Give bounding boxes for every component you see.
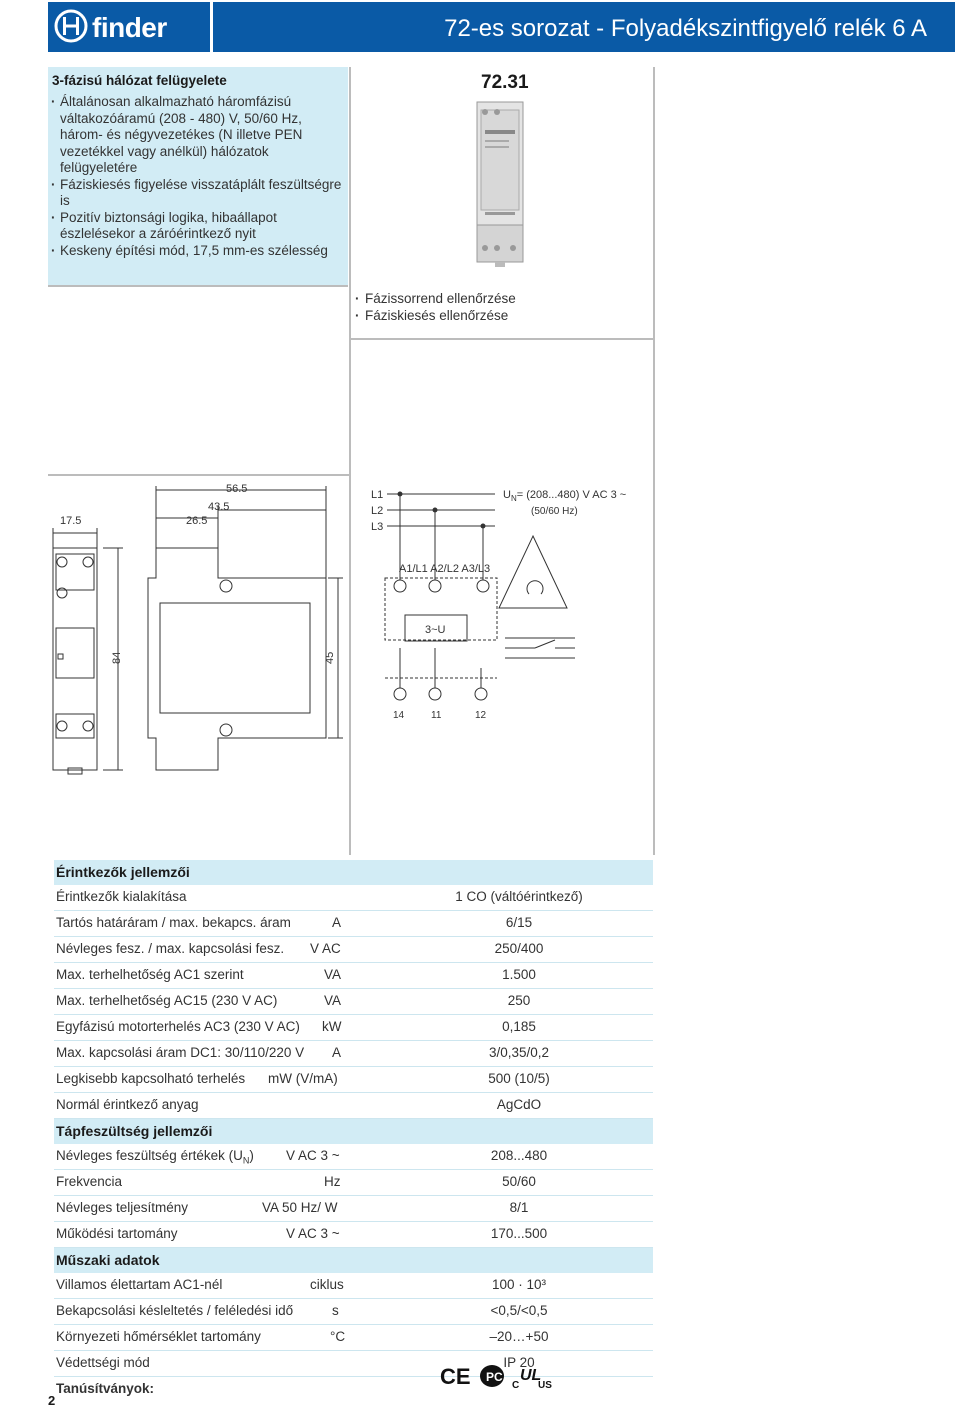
spec-row: Frekvencia Hz 50/60 [54,1170,653,1196]
un-frequency: (50/60 Hz) [531,506,578,517]
finder-logo-icon [54,9,88,43]
dim-depth: 56.5 [226,483,248,495]
un-label: $U_N= (208...480)$ V AC 3 ~ [503,489,627,503]
model-number: 72.31 [481,72,529,93]
certification-marks [440,1360,570,1392]
dimension-drawing [48,478,350,798]
intro-bullet: · Általánosan alkalmazható háromfázisú váltakozóáramú (208 - 480) V, 50/60 Hz, három- és négyvezetékes (N illetve PEN vezetékkel vagy anélkül) hálózatok felügyeletére [48,94,344,177]
spec-row: Villamos élettartam AC1-nél ciklus 100 · 10³ [54,1273,653,1299]
ul-mark-icon: UL [520,1367,542,1384]
dim-depth-2: 43.5 [208,501,230,513]
line-label: L1 [371,489,384,501]
dim-depth-3: 26.5 [186,515,208,527]
intro-bullet: · Fáziskiesés figyelése visszatáplált feszültségre is [48,177,344,210]
intro-heading: 3-fázisú hálózat felügyelete [52,73,227,88]
ce-mark-icon: CE [440,1364,471,1389]
intro-bullet: · Pozitív biztonsági logika, hibaállapot észlelésekor a záróérintkező nyit [48,210,344,243]
spec-row: Tartós határáram / max. bekapcs. áram A 6/15 [54,911,653,937]
spec-row: Védettségi mód IP 20 [54,1351,653,1377]
output-terminal: 11 [431,710,442,721]
spec-row: Működési tartomány V AC 3 ~ 170...500 [54,1222,653,1248]
brand-name: finder [92,12,167,43]
page-title: 72-es sorozat - Folyadékszintfigyelő relék 6 A [444,15,927,42]
wiring-diagram [355,478,653,738]
section-header: Tápfeszültség jellemzői [54,1119,653,1144]
section-header: Érintkezők jellemzői [54,860,653,885]
spec-row: Környezeti hőmérséklet tartomány °C –20…+50 [54,1325,653,1351]
input-terminals: A1/L1 A2/L2 A3/L3 [399,563,491,575]
intro-bullets [48,94,344,259]
output-terminal: 14 [393,710,405,721]
dim-height: 84 [111,651,123,664]
spec-row: Bekapcsolási késleltetés / feléledési idő s <0,5/<0,5 [54,1299,653,1325]
line-label: L2 [371,505,384,517]
page-header [0,0,960,54]
intro-bullet: · Keskeny építési mód, 17,5 mm-es szélesség [48,243,344,260]
spec-row: Érintkezők kialakítása 1 CO (váltóérintkező) [54,885,653,911]
grid-divider [48,474,350,476]
finder-logo [48,2,210,52]
specs-table [54,860,653,1402]
spec-row: Max. kapcsolási áram DC1: 30/110/220 V A 3/0,35/0,2 [54,1041,653,1067]
grid-divider [48,285,348,287]
ul-c-label: C [512,1380,520,1391]
spec-row: Max. terhelhetőség AC1 szerint VA 1.500 [54,963,653,989]
spec-row: Névleges teljesítmény VA 50 Hz/ W 8/1 [54,1196,653,1222]
spec-row: Egyfázisú motorterhelés AC3 (230 V AC) kW 0,185 [54,1015,653,1041]
spec-row: Névleges fesz. / max. kapcsolási fesz. V AC 250/400 [54,937,653,963]
grid-divider [351,338,653,340]
output-terminal: 12 [475,710,487,721]
feature-item: · Fáziskiesés ellenőrzése [353,307,516,324]
title-bar [213,2,955,52]
grid-divider [653,67,655,855]
spec-row: Normál érintkező anyag AgCdO [54,1093,653,1119]
section-header: Műszaki adatok [54,1248,653,1273]
spec-row: Névleges feszültség értékek $(U_N)$ V AC 3 ~ 208...480 [54,1144,653,1170]
svg-text:PC: PC [486,1370,503,1384]
page-number: 2 [48,1393,56,1408]
supply-label: 3~U [425,624,446,636]
ul-us-label: US [538,1380,552,1391]
certifications-row: Tanúsítványok: [56,1381,155,1396]
spec-row: Max. terhelhetőség AC15 (230 V AC) VA 250 [54,989,653,1015]
product-image [455,100,545,270]
intro-panel [48,67,348,285]
feature-list [353,290,516,324]
feature-item: · Fázissorrend ellenőrzése [353,290,516,307]
dim-width: 17.5 [60,515,82,527]
spec-row: Legkisebb kapcsolható terhelés mW (V/mA) 500 (10/5) [54,1067,653,1093]
dim-height-2: 45 [324,651,336,664]
line-label: L3 [371,521,384,533]
